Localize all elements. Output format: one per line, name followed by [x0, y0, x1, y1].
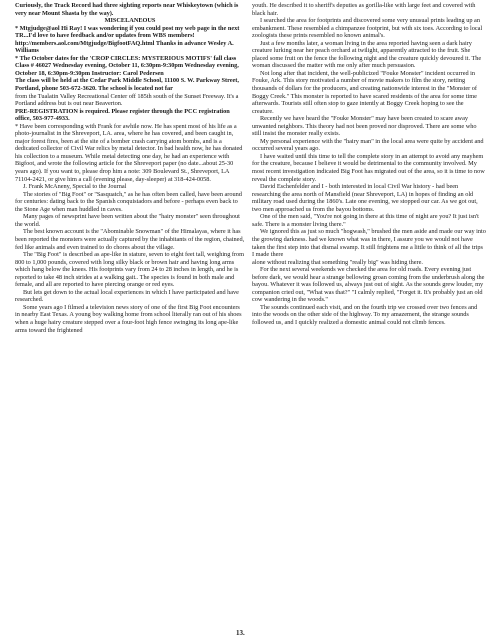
right-paragraph: For the next several weekends we checked the area for old roads. Every evening just before dark, we would hear a strange bellowing groan coming from the underbrush along the bayou. Whatever it was followed us, always just out of sight. As the sounds grew louder, my companion cried out, "What was that?" "I calmly replied, "Forget it. It's probably just an old cow wandering in the woods." [252, 266, 485, 304]
left-paragraph: The "Big Foot" is described as ape-like in stature, seven to eight feet tall, weighing from 800 to 1,000 pounds, covered with long silky black or brown hair and having long arms which hang below the knees. His footprints vary from 24 to 28 inches in length, and he is reported to take 48 inch strides at a walking gait.. The species is found in both male and female, and all are reported to have piercing orange or red eyes. [15, 251, 245, 289]
page-number: 13. [236, 629, 245, 637]
left-paragraph: Some years ago I filmed a television news story of one of the first Big Foot encounters in nearby East Texas. A young boy walking home from school literally ran out of his shoes when a huge hairy creature stepped over a four-foot high fence swinging its long ape-like arms toward the frightened [15, 303, 242, 334]
left-paragraph: The class will be held at the Cedar Park Middle School, 11100 S. W. Parkway Street, Portland, phone 503-672-3620. The school is located not far [15, 77, 239, 93]
right-paragraph: David Eschenfelder and I - both interested in local Civil War history - had been researching the area north of Mansfield (near Shreveport, LA) in hopes of finding an old military road used during the 1860's. Late one evening, we stopped our car. As we got out, two men approached us from the bayou bottoms. [252, 183, 478, 213]
left-paragraph: * Have been corresponding with Frank for awhile now. He has spent most of his life as a photo-journalist in the Shreveport, LA. area, where he has covered, and been caught in, major forest fires, been at the site of a bomber crash carrying atom bombs, and is a dedicated collector of Civil War relics by metal detector. In bad health now, he has donated his collection to a museum. While metal detecting one day, he had an experience with Bigfoot, and wrote the following article for the Shreveport paper (no date...about 25-30 years ago). If you want to, please drop him a note: 309 Boulevard St., Shreveport, LA 71104-2421, or give him a call (evening please, day-sleeper) at 318-424-0058. [15, 122, 243, 183]
right-paragraph: Recently we have heard the "Fouke Monster" may have been created to scare away unwanted neighbors. This theory had not been proved nor disproved. There are some who still insist the monster really exists. [252, 115, 477, 138]
left-paragraph: The stories of "Big Foot" or "Sasquatch," as he has often been called, have been around for centuries: dating back to the Spanish conquistadors and before - perhaps even back to the Stone Age when man huddled in caves. [15, 190, 242, 213]
left-paragraph: PRE-REGISTRATION is required. Please register through the PCC registration office, 503-977-4933. [15, 107, 230, 123]
right-paragraph: alone without realizing that something "really big" was hiding there. [252, 258, 423, 266]
right-paragraph: The sounds continued each visit, and on the fourth trip we crossed over two fences and into the woods on the other side of the highway. To my amazement, the strange sounds followed us, and I quickly realized a domestic animal could not climb fences. [252, 303, 478, 326]
right-paragraph: Not long after that incident, the well-publicized "Fouke Monster" incident occurred in Fouke, Ark. This story motivated a number of movie makers to film the story, netting thousands of dollars for the producers, and creating nationwide interest in the "Monster of Boggy Creek." This monster is reported to have scared residents of the area for some time afterwards. Tourists still often stop to gaze intently at Boggy Creek hoping to see the creature. [252, 69, 477, 115]
left-column [15, 2, 245, 334]
left-paragraph: Many pages of newsprint have been written about the "hairy monster" seen throughout the world. [15, 213, 240, 228]
right-paragraph: My personal experience with the "hairy man" in the local area were quite by accident and occurred several years ago. [252, 137, 484, 153]
right-paragraph: I searched the area for footprints and discovered some very unusual prints leading up an embankment. These resembled a chimpanzee footprint, but with six toes. According to local zoologists these prints resembled no known animal's. [252, 17, 483, 40]
right-paragraph: youth. He described it to sheriff's deputies as gorilla-like with large feet and covered with black hair. [252, 2, 476, 17]
right-paragraph: I have waited until this time to tell the complete story in an attempt to avoid any mayhem for the creature, because I believe it would be detrimental to the community involved. My most recent investigation indicated Big Foot has migrated out of the area, so it is time to now reveal the complete story. [252, 152, 485, 183]
left-paragraph: * Mtgjudge@aol Hi Ray! I was wondering if you could post my web page in the next TR...I'd love to have feedback and/or updates from WBS members! http://members.aol.com/Mtgjudge/BigfootFAQ.html Thanks in advance Wesley A. Williams [15, 24, 240, 55]
left-paragraph: from the Tualatin Valley Recreational Center off 185th south of the Sunset Freeway. It's a Portland address but is out near Beaverton. [15, 92, 239, 108]
left-paragraph: J. Frank McAneny, Special to the Journal [23, 183, 127, 191]
left-paragraph: * The October dates for the 'CROP CIRCLES: MYSTERIOUS MOTIFS' fall class Class # 46027 Wednesday evening, October 11, 6:30pm-9:30pm Wednesday evening, October 18, 6:30pm-9:30pm Instructor: Carol Pedersen [15, 54, 239, 77]
left-paragraph: MISCELANEOUS [104, 17, 156, 25]
right-paragraph: We ignored this as just so much "hogwash," brushed the men aside and made our way into the growing darkness. had we known what was in there, I assure you we would not have taken the first step into that dismal swamp. It still frightens me a little to think of all the trips I made there [252, 228, 486, 259]
right-column [252, 2, 486, 327]
left-paragraph: The best known account is the "Abominable Snowman" of the Himalayas, where it has been reported the monsters were actually captured by the inhabitants of the region, chained, fed like animals and even trained to do chores about the village. [15, 228, 245, 251]
right-paragraph: One of the men said, "You're not going in there at this time of night are you? It just isn't safe. There is a monster living there." [252, 213, 479, 228]
left-paragraph: But lets get down to the actual local experiences in which I have participated and have researched. [15, 288, 239, 304]
left-paragraph: Curiously, the Track Record had three sighting reports near Whiskeytown (which is very near Mount Shasta by the way). [15, 2, 239, 17]
right-paragraph: Just a few months later, a woman living in the area reported having seen a dark hairy creature lurking near her peach orchard at twilight, apparently attracted to the fruit. She placed some fruit on the fence the following night and the creature quickly devoured it. The woman discussed the matter with me only after much persuasion. [252, 39, 482, 70]
